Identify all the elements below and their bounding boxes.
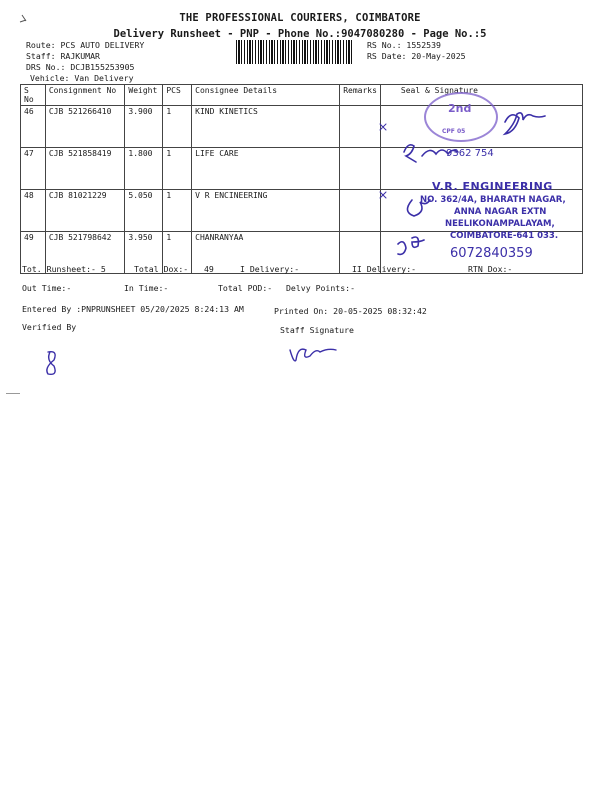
col-consignment: Consignment No: [45, 85, 125, 106]
cell-consignment: CJB 81021229: [45, 190, 125, 232]
total-dox-value: 49: [204, 264, 214, 274]
vehicle-label: Vehicle: Van Delivery: [30, 73, 134, 83]
col-weight: Weight: [125, 85, 163, 106]
company-title: THE PROFESSIONAL COURIERS, COIMBATORE: [179, 12, 421, 24]
vr-stamp-line2: NO. 362/4A, BHARATH NAGAR,: [420, 195, 566, 205]
cell-weight: 1.800: [125, 148, 163, 190]
runsheet-subtitle: Delivery Runsheet - PNP - Phone No.:9047080280 - Page No.:5: [113, 28, 487, 40]
cell-pcs: 1: [163, 232, 192, 274]
cell-weight: 3.950: [125, 232, 163, 274]
vr-stamp-line3: ANNA NAGAR EXTN: [454, 207, 547, 217]
cell-weight: 5.050: [125, 190, 163, 232]
total-pod: Total POD:-: [218, 283, 273, 293]
i-delivery: I Delivery:-: [240, 264, 300, 274]
col-remarks: Remarks: [340, 85, 381, 106]
total-dox-label: Total Dox:-: [134, 264, 189, 274]
tot-runsheet: Tot. Runsheet:- 5: [22, 264, 106, 274]
corner-mark: [20, 15, 26, 22]
cell-consignment: CJB 521798642: [45, 232, 125, 274]
route-label: Route: PCS AUTO DELIVERY: [26, 40, 145, 50]
printed-on: Printed On: 20-05-2025 08:32:42: [274, 306, 427, 316]
cell-pcs: 1: [163, 190, 192, 232]
margin-mark: [6, 393, 20, 394]
tick-mark: [380, 192, 386, 198]
verified-signature: [47, 352, 55, 375]
vr-stamp-line5: COIMBATORE-641 033.: [450, 231, 559, 241]
col-seal-signature: Seal & Signature: [380, 85, 582, 106]
ii-delivery: II Delivery:-: [352, 264, 417, 274]
round-stamp-bottom: CPF 05: [442, 128, 466, 135]
handwritten-phone-row47: 9362 754: [446, 148, 494, 159]
signature-row49: [398, 237, 424, 254]
rtn-dox: RTN Dox:-: [468, 264, 513, 274]
staff-signature-label: Staff Signature: [280, 325, 354, 335]
verified-by: Verified By: [22, 322, 77, 332]
cell-consignment: CJB 521266410: [45, 106, 125, 148]
vr-stamp-line1: V.R. ENGINEERING: [432, 180, 553, 193]
cell-weight: 3.900: [125, 106, 163, 148]
vr-stamp-line4: NEELIKONAMPALAYAM,: [445, 219, 555, 229]
rs-number: RS No.: 1552539: [367, 40, 441, 50]
staff-label: Staff: RAJKUMAR: [26, 51, 100, 61]
col-consignee: Consignee Details: [192, 85, 340, 106]
tick-mark: [380, 124, 386, 130]
in-time: In Time:-: [124, 283, 169, 293]
cell-sno: 46: [21, 106, 46, 148]
staff-signature-mark: [290, 349, 336, 361]
cell-consignee: KIND KINETICS: [192, 106, 340, 148]
delvy-points: Delvy Points:-: [286, 283, 356, 293]
cell-sno: 49: [21, 232, 46, 274]
col-sno: S No: [21, 85, 46, 106]
cell-pcs: 1: [163, 148, 192, 190]
cell-sno: 48: [21, 190, 46, 232]
entered-by: Entered By :PNPRUNSHEET 05/20/2025 8:24:13 AM: [22, 304, 244, 314]
cell-consignee: LIFE CARE: [192, 148, 340, 190]
round-stamp-center: 2nd: [448, 102, 472, 115]
drs-number: DRS No.: DCJB155253905: [26, 62, 135, 72]
cell-consignment: CJB 521858419: [45, 148, 125, 190]
cell-consignee: CHANRANYAA: [192, 232, 340, 274]
signature-row46: [505, 113, 545, 134]
cell-sno: 47: [21, 148, 46, 190]
rs-date: RS Date: 20-May-2025: [367, 51, 466, 61]
col-pcs: PCS: [163, 85, 192, 106]
handwritten-phone: 6072840359: [450, 246, 533, 261]
cell-consignee: V R ENCINEERING: [192, 190, 340, 232]
out-time: Out Time:-: [22, 283, 72, 293]
cell-pcs: 1: [163, 106, 192, 148]
